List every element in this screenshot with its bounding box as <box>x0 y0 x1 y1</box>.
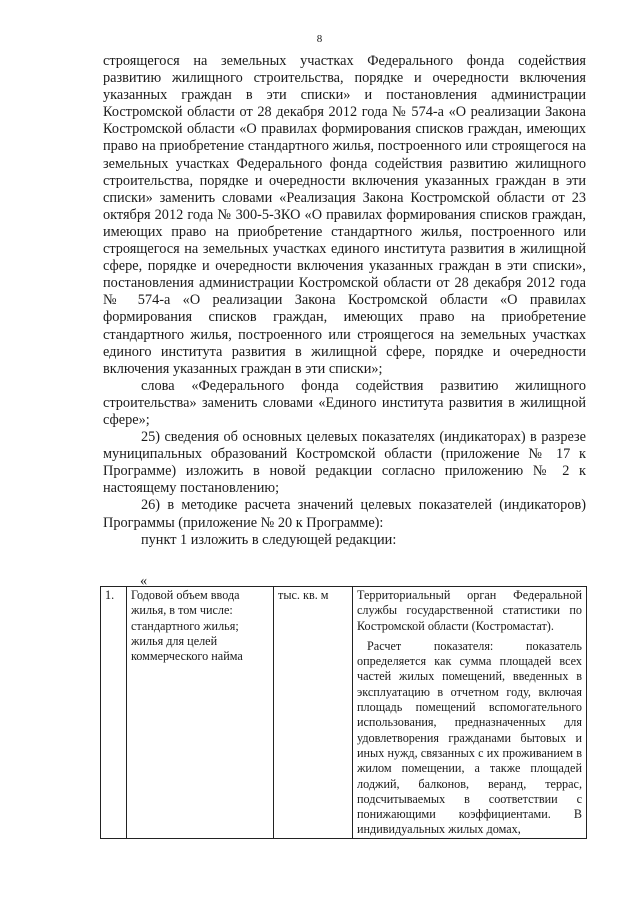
body-text <box>103 53 586 549</box>
indicator-name: Годовой объем ввода жилья, в том числе: стандартного жилья; жилья для целей коммерческого найма <box>127 587 274 839</box>
unit-of-measure: тыс. кв. м <box>274 587 353 839</box>
indicator-table <box>100 586 587 839</box>
calculation-method: Расчет показателя: показатель определяется как сумма площадей всех частей жилых помещений, введенных в эксплуатацию в отчетном году, включая площадь помещений вспомогательного использования, предназначенных для удовлетворения гражданами бытовых и иных нужд, связанных с их проживанием в жилом помещении, а также площадей лоджий, балконов, веранд, террас, подсчитываемых в соответствии с понижающими коэффициентами. В индивидуальных жилых домах, <box>357 638 582 837</box>
page-number: 8 <box>316 33 323 45</box>
paragraph-words-replacement: слова «Федерального фонда содействия развитию жилищного строительства» заменить словами «Единого института развития в жилищной сфере»; <box>103 377 586 428</box>
opening-quote: « <box>140 573 148 589</box>
data-source: Территориальный орган Федеральной службы государственной статистики по Костромской области (Костромастат). <box>357 588 582 633</box>
source-and-method <box>353 587 587 839</box>
paragraph-item-26: 26) в методике расчета значений целевых показателей (индикаторов) Программы (приложение № 20 к Программе): <box>103 497 586 531</box>
table-row <box>101 587 587 839</box>
row-number: 1. <box>101 587 127 839</box>
paragraph-point-1: пункт 1 изложить в следующей редакции: <box>141 531 397 548</box>
paragraph-item-25: 25) сведения об основных целевых показателях (индикаторах) в разрезе муниципальных образований Костромской области (приложение № 17 к Программе) изложить в новой редакции согласно приложению № 2 к настоящему постановлению; <box>103 429 586 497</box>
paragraph-continuation: строящегося на земельных участках Федерального фонда содействия развитию жилищного строительства, порядке и очередности включения указанных граждан в эти списки» и постановления администрации Костромской области от 28 декабря 2012 года № 574-а «О реализации Закона Костромской области «О правилах формирования списков граждан, имеющих право на приобретение стандартного жилья, построенного или строящегося на земельных участках Федерального фонда содействия развитию жилищного строительства, порядке и очередности включения указанных граждан в эти списки» заменить словами «Реализация Закона Костромской области от 23 октября 2012 года № 300-5-ЗКО «О правилах формирования списков граждан, имеющих право на приобретение стандартного жилья, построенного или строящегося на земельных участках единого института развития в жилищной сфере, порядке и очередности включения указанных граждан в эти списки», постановления администрации Костромской области от 28 декабря 2012 года № 574-а «О реализации Закона Костромской области «О правилах формирования списков граждан, имеющих право на приобретение стандартного жилья, построенного или строящегося на земельных участках единого института развития в жилищной сфере, порядке и очередности включения указанных граждан в эти списки»; <box>103 53 586 377</box>
